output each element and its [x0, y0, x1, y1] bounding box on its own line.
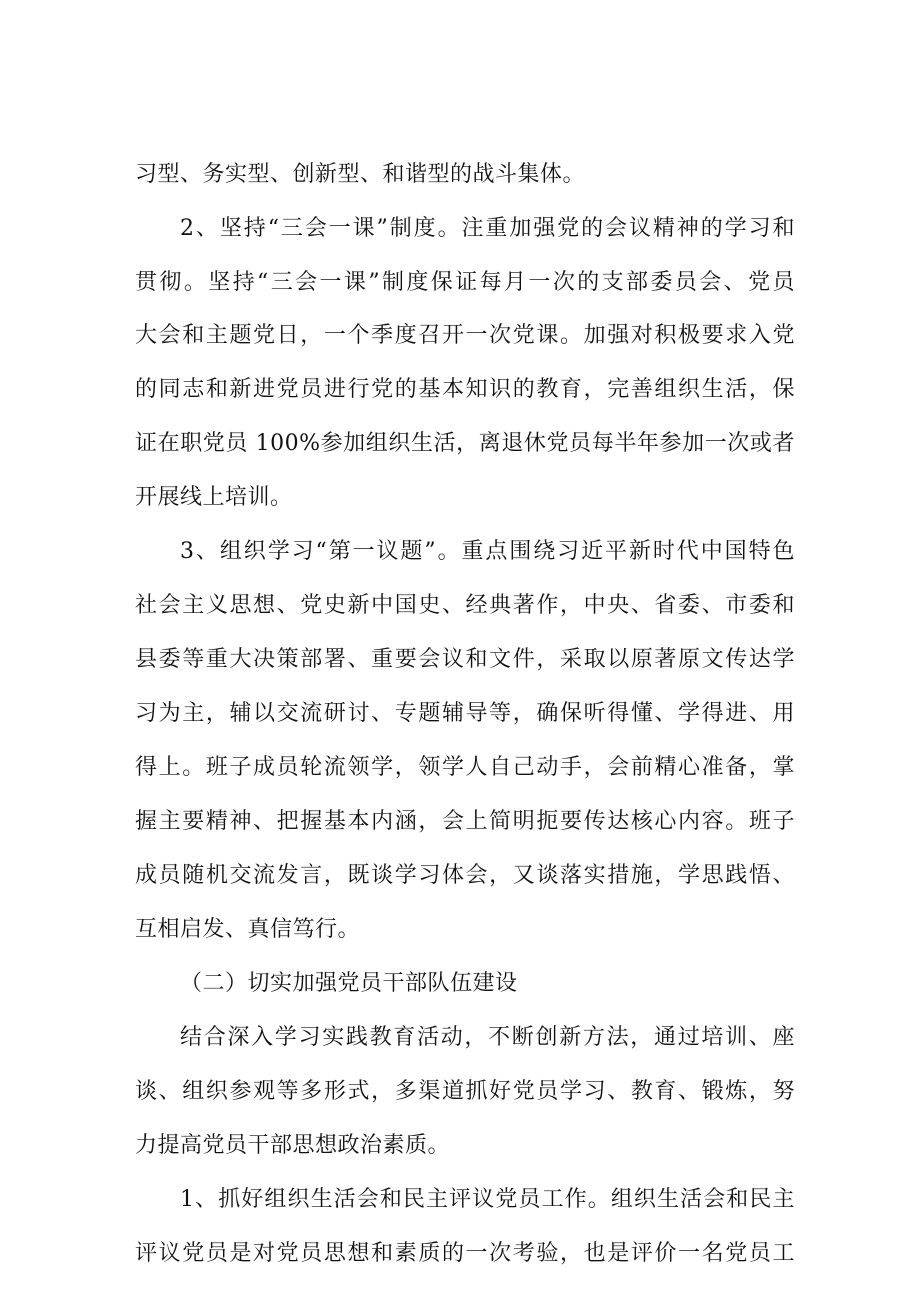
paragraph-line: 大会和主题党日，一个季度召开一次党课。加强对积极要求入党	[135, 323, 795, 348]
paragraph-line: 贯彻。坚持“三会一课”制度保证每月一次的支部委员会、党员	[135, 270, 795, 295]
paragraph-line: 3、组织学习“第一议题”。重点围绕习近平新时代中国特色	[180, 539, 795, 564]
paragraph-line: 得上。班子成员轮流领学，领学人自己动手，会前精心准备，掌	[135, 755, 795, 780]
paragraph-line: 习型、务实型、创新型、和谐型的战斗集体。	[135, 162, 586, 187]
paragraph-line: 证在职党员 100%参加组织生活，离退休党员每半年参加一次或者	[135, 431, 796, 456]
paragraph-line: 互相启发、真信笃行。	[135, 917, 361, 942]
paragraph-line: 县委等重大决策部署、重要会议和文件，采取以原著原文传达学	[135, 647, 795, 672]
paragraph-line: 1、抓好组织生活会和民主评议党员工作。组织生活会和民主	[180, 1187, 795, 1212]
paragraph-line: 的同志和新进党员进行党的基本知识的教育，完善组织生活，保	[135, 377, 795, 402]
paragraph-line: 力提高党员干部思想政治素质。	[135, 1133, 451, 1158]
paragraph-line: 评议党员是对党员思想和素质的一次考验，也是评价一名党员工	[135, 1241, 795, 1266]
paragraph-line: 习为主，辅以交流研讨、专题辅导等，确保听得懂、学得进、用	[135, 701, 795, 726]
paragraph-line: 成员随机交流发言，既谈学习体会，又谈落实措施，学思践悟、	[135, 863, 795, 888]
paragraph-line: 社会主义思想、党史新中国史、经典著作，中央、省委、市委和	[135, 593, 795, 618]
paragraph-line: 开展线上培训。	[135, 485, 293, 510]
paragraph-line: 谈、组织参观等多形式，多渠道抓好党员学习、教育、锻炼，努	[135, 1079, 795, 1104]
paragraph-line: 结合深入学习实践教育活动，不断创新方法，通过培训、座	[180, 1025, 795, 1050]
paragraph-line: 2、坚持“三会一课”制度。注重加强党的会议精神的学习和	[180, 216, 795, 241]
paragraph-line: 握主要精神、把握基本内涵，会上简明扼要传达核心内容。班子	[135, 809, 795, 834]
section-heading: （二）切实加强党员干部队伍建设	[180, 971, 518, 996]
